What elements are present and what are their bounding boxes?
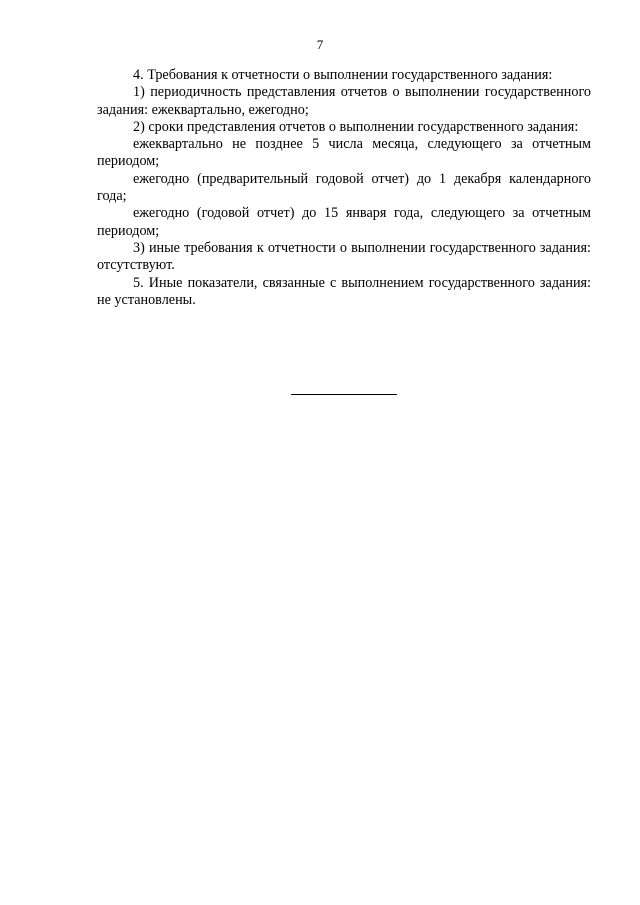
paragraph-reporting-frequency: 1) периодичность представления отчетов о выполнении государственного задания: ежеквартально, ежегодно; bbox=[97, 84, 591, 118]
paragraph-reporting-requirements: 4. Требования к отчетности о выполнении государственного задания: bbox=[133, 67, 553, 83]
paragraph-other-requirements: 3) иные требования к отчетности о выполнении государственного задания: отсутствуют. bbox=[97, 239, 591, 274]
end-separator-line bbox=[291, 394, 397, 395]
paragraph-other-indicators: 5. Иные показатели, связанные с выполнением государственного задания: не установлены. bbox=[97, 274, 591, 308]
paragraph-reporting-deadlines: 2) сроки представления отчетов о выполнении государственного задания: bbox=[133, 118, 579, 135]
paragraph-quarterly-deadline: ежеквартально не позднее 5 числа месяца, следующего за отчетным периодом; bbox=[97, 136, 591, 170]
document-body bbox=[97, 67, 591, 309]
paragraph-annual-deadline: ежегодно (годовой отчет) до 15 января года, следующего за отчетным периодом; bbox=[97, 205, 591, 239]
paragraph-preliminary-annual-deadline: ежегодно (предварительный годовой отчет) до 1 декабря календарного года; bbox=[97, 170, 591, 205]
page-number: 7 bbox=[316, 37, 324, 52]
